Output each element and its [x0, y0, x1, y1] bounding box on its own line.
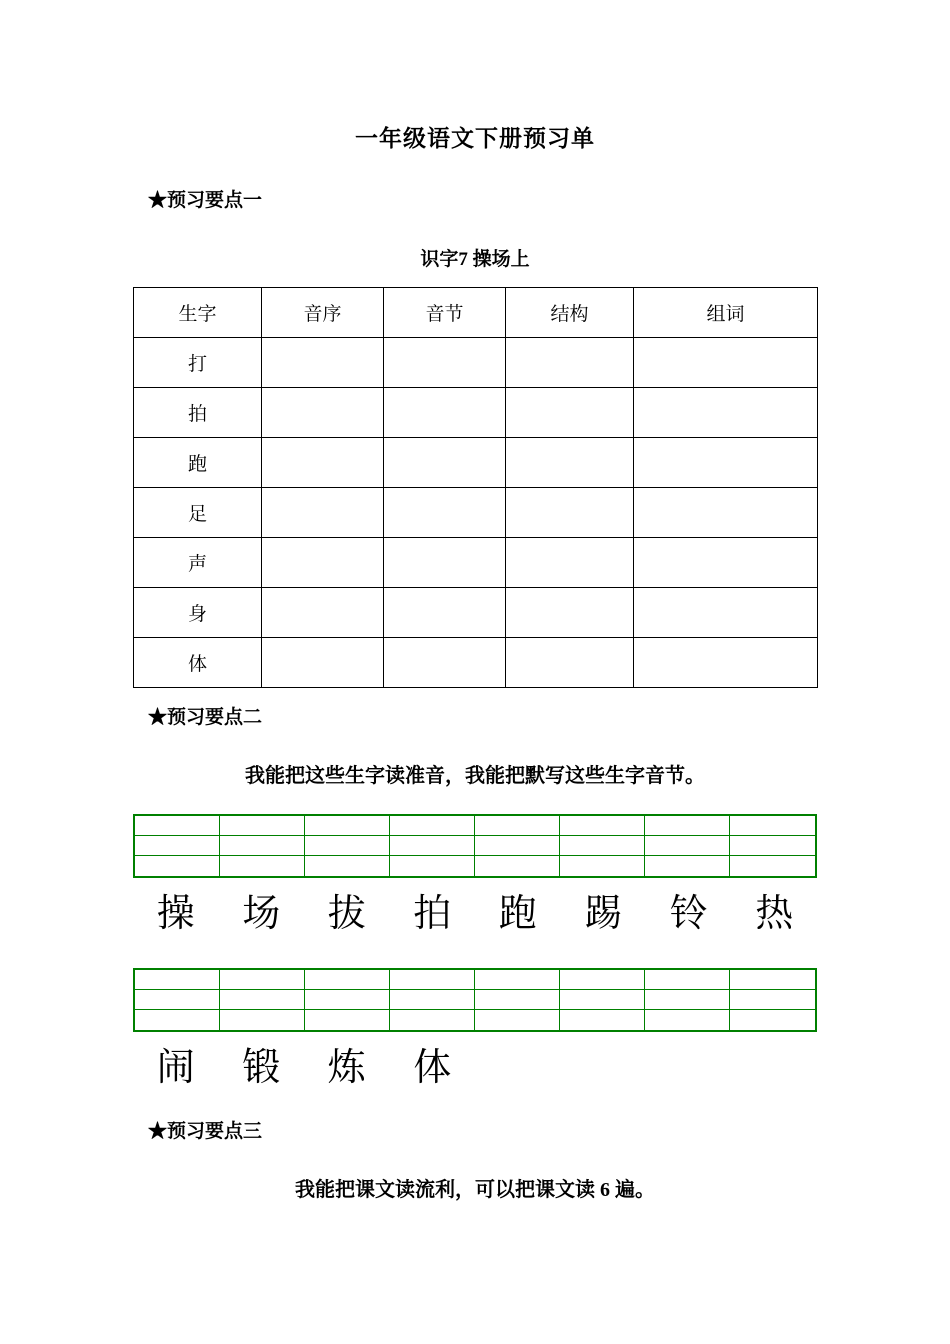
- pinyin-grid-cell: [475, 970, 560, 990]
- table-header-row: [134, 288, 818, 338]
- practice-character: 踢: [584, 891, 623, 935]
- pinyin-grid-cell: [645, 1010, 730, 1030]
- empty-cell: [634, 538, 818, 588]
- pinyin-grid-cell: [390, 1010, 475, 1030]
- character-cell: 跑: [134, 438, 262, 488]
- empty-cell: [262, 488, 384, 538]
- practice-character: 炼: [327, 1045, 366, 1089]
- pinyin-grid-cell: [560, 1010, 645, 1030]
- section-heading-point2: ★预习要点二: [148, 707, 263, 728]
- pinyin-grid-cell: [135, 856, 220, 876]
- pinyin-grid-cell: [390, 990, 475, 1010]
- column-header: 组词: [634, 288, 818, 338]
- empty-cell: [262, 588, 384, 638]
- pinyin-grid-cell: [730, 1010, 815, 1030]
- empty-cell: [384, 588, 506, 638]
- pinyin-grid-cell: [135, 990, 220, 1010]
- pinyin-grid-cell: [560, 990, 645, 1010]
- pinyin-grid-cell: [475, 816, 560, 836]
- practice-character: 闹: [156, 1045, 195, 1089]
- empty-cell: [634, 438, 818, 488]
- pinyin-grid-cell: [305, 816, 390, 836]
- empty-cell: [384, 538, 506, 588]
- character-cell: 声: [134, 538, 262, 588]
- empty-cell: [262, 538, 384, 588]
- pinyin-grid-cell: [560, 970, 645, 990]
- empty-cell: [506, 388, 634, 438]
- empty-cell: [384, 638, 506, 688]
- empty-cell: [384, 488, 506, 538]
- practice-character: 体: [413, 1045, 452, 1089]
- pinyin-grid-cell: [305, 970, 390, 990]
- empty-cell: [506, 588, 634, 638]
- character-row-1: [133, 884, 817, 942]
- pinyin-grid-cell: [220, 836, 305, 856]
- pinyin-grid-cell: [220, 856, 305, 876]
- pinyin-grid-cell: [560, 816, 645, 836]
- pinyin-grid-cell: [475, 990, 560, 1010]
- pinyin-grid-cell: [645, 836, 730, 856]
- empty-cell: [634, 338, 818, 388]
- practice-character: 锻: [242, 1045, 281, 1089]
- pinyin-grid-cell: [730, 816, 815, 836]
- pinyin-grid-cell: [730, 856, 815, 876]
- pinyin-writing-grid-2: [133, 968, 817, 1032]
- empty-cell: [506, 638, 634, 688]
- practice-character: 跑: [498, 891, 537, 935]
- instruction-point3: 我能把课文读流利，可以把课文读 6 遍。: [295, 1179, 655, 1201]
- table-row: [134, 438, 818, 488]
- character-row-2: [133, 1038, 817, 1096]
- pinyin-grid-cell: [220, 990, 305, 1010]
- practice-character: 拔: [327, 891, 366, 935]
- pinyin-grid-cell: [475, 856, 560, 876]
- pinyin-grid-cell: [730, 990, 815, 1010]
- page-title: 一年级语文下册预习单: [355, 126, 595, 151]
- character-cell: 体: [134, 638, 262, 688]
- pinyin-grid-cell: [305, 856, 390, 876]
- practice-character: 热: [755, 891, 794, 935]
- empty-cell: [384, 438, 506, 488]
- pinyin-grid-cell: [390, 856, 475, 876]
- pinyin-grid-cell: [730, 970, 815, 990]
- character-practice-table: [133, 287, 818, 688]
- pinyin-grid-cell: [730, 836, 815, 856]
- character-cell: 足: [134, 488, 262, 538]
- empty-cell: [262, 638, 384, 688]
- pinyin-grid-cell: [390, 970, 475, 990]
- table-row: [134, 538, 818, 588]
- pinyin-grid-cell: [135, 970, 220, 990]
- pinyin-grid-cell: [220, 970, 305, 990]
- pinyin-writing-grid-1: [133, 814, 817, 878]
- pinyin-grid-cell: [645, 990, 730, 1010]
- table-row: [134, 588, 818, 638]
- empty-cell: [384, 338, 506, 388]
- pinyin-grid-cell: [135, 1010, 220, 1030]
- pinyin-grid-cell: [390, 816, 475, 836]
- empty-cell: [506, 338, 634, 388]
- practice-character: 场: [242, 891, 281, 935]
- column-header: 结构: [506, 288, 634, 338]
- pinyin-grid-cell: [135, 836, 220, 856]
- table-row: [134, 638, 818, 688]
- practice-character: 拍: [413, 891, 452, 935]
- empty-cell: [634, 588, 818, 638]
- table-row: [134, 388, 818, 438]
- instruction-point2: 我能把这些生字读准音，我能把默写这些生字音节。: [245, 765, 705, 787]
- character-cell: 拍: [134, 388, 262, 438]
- pinyin-grid-cell: [305, 836, 390, 856]
- practice-character: 铃: [669, 891, 708, 935]
- table-row: [134, 338, 818, 388]
- column-header: 生字: [134, 288, 262, 338]
- pinyin-grid-cell: [220, 816, 305, 836]
- empty-cell: [634, 638, 818, 688]
- pinyin-grid-cell: [135, 816, 220, 836]
- empty-cell: [506, 538, 634, 588]
- practice-character: 操: [156, 891, 195, 935]
- pinyin-grid-cell: [560, 856, 645, 876]
- pinyin-grid-cell: [390, 836, 475, 856]
- empty-cell: [634, 388, 818, 438]
- pinyin-grid-cell: [220, 1010, 305, 1030]
- empty-cell: [506, 438, 634, 488]
- empty-cell: [262, 338, 384, 388]
- section-heading-point3: ★预习要点三: [148, 1121, 263, 1142]
- lesson-title: 识字7 操场上: [420, 249, 530, 270]
- column-header: 音节: [384, 288, 506, 338]
- pinyin-grid-cell: [475, 836, 560, 856]
- character-cell: 打: [134, 338, 262, 388]
- section-heading-point1: ★预习要点一: [148, 190, 263, 211]
- empty-cell: [262, 388, 384, 438]
- pinyin-grid-cell: [645, 970, 730, 990]
- table-row: [134, 488, 818, 538]
- column-header: 音序: [262, 288, 384, 338]
- pinyin-grid-cell: [475, 1010, 560, 1030]
- empty-cell: [384, 388, 506, 438]
- pinyin-grid-cell: [305, 990, 390, 1010]
- pinyin-grid-cell: [305, 1010, 390, 1030]
- pinyin-grid-cell: [645, 816, 730, 836]
- pinyin-grid-cell: [645, 856, 730, 876]
- empty-cell: [262, 438, 384, 488]
- pinyin-grid-cell: [560, 836, 645, 856]
- character-cell: 身: [134, 588, 262, 638]
- empty-cell: [634, 488, 818, 538]
- empty-cell: [506, 488, 634, 538]
